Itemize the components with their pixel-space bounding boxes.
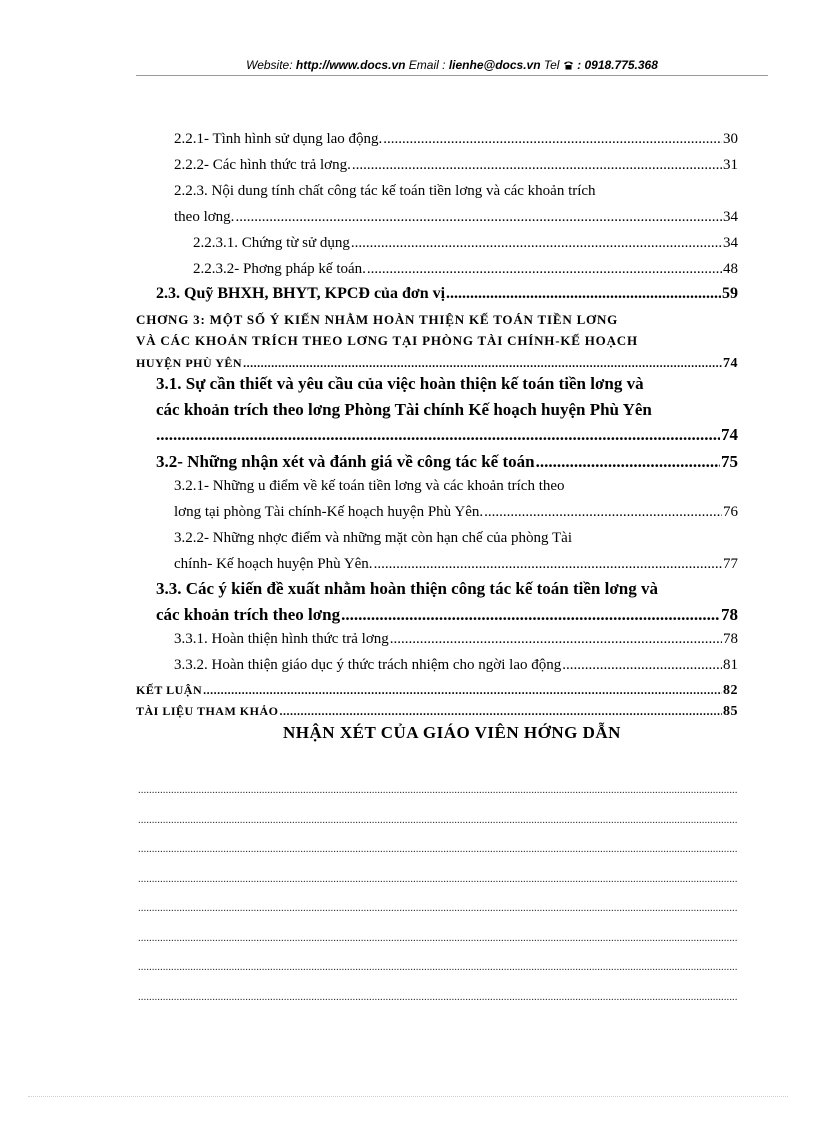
blank-dotted-line <box>138 814 738 826</box>
toc-entry-3-3-2[interactable]: 3.3.2. Hoàn thiện giáo dục ý thức trách nhiệm cho ngời lao động ..... 81 <box>174 657 738 674</box>
leader-dots <box>243 356 722 371</box>
leader-dots <box>352 157 722 174</box>
toc-entry-references[interactable]: TÀI LIỆU THAM KHẢO ..... 85 <box>136 704 738 720</box>
header-divider <box>136 75 768 76</box>
toc-entry-3-1[interactable]: ..... 74 <box>156 425 738 445</box>
leader-dots <box>279 704 722 719</box>
tel-value: : 0918.775.368 <box>577 58 658 72</box>
leader-dots <box>374 556 722 573</box>
blank-dotted-line <box>138 991 738 1003</box>
leader-dots <box>484 504 722 521</box>
toc-chapter-3[interactable]: HUYỆN PHÙ YÊN ..... 74 <box>136 356 738 372</box>
leader-dots <box>156 425 720 445</box>
website-label: Website: <box>246 58 293 72</box>
toc-entry-3-3-line1[interactable]: 3.3. Các ý kiến đề xuất nhằm hoàn thiện công tác kế toán tiền lơng và <box>156 579 658 598</box>
toc-entry-2-2-2[interactable]: 2.2.2- Các hình thức trả lơng. ..... 31 <box>174 157 738 174</box>
blank-dotted-line <box>138 784 738 796</box>
toc-chapter-3-line1[interactable]: CHƠNG 3: MỘT SỐ Ý KIẾN NHẰM HOÀN THIỆN KẾ TOÁN TIỀN LƠNG <box>136 312 619 327</box>
leader-dots <box>351 235 722 252</box>
toc-entry-3-2-1[interactable]: lơng tại phòng Tài chính-Kế hoạch huyện Phù Yên. ..... 76 <box>174 504 738 521</box>
leader-dots <box>235 209 722 226</box>
toc-entry-3-2-2-line1[interactable]: 3.2.2- Những nhợc điểm và những mặt còn hạn chế của phòng Tài <box>174 530 572 546</box>
review-title: NHẬN XÉT CỦA GIÁO VIÊN HỚNG DẪN <box>283 723 621 742</box>
page-header <box>136 57 768 73</box>
toc-entry-3-1-line1[interactable]: 3.1. Sự cần thiết và yêu cầu của việc hoàn thiện kế toán tiền lơng và <box>156 374 644 393</box>
leader-dots <box>383 131 722 148</box>
tel-label: Tel <box>543 58 560 72</box>
toc-entry-2-2-3-1[interactable]: 2.2.3.1. Chứng từ sử dụng ..... 34 <box>193 235 738 252</box>
leader-dots <box>390 631 722 648</box>
toc-entry-3-3-1[interactable]: 3.3.1. Hoàn thiện hình thức trả lơng ..... 78 <box>174 631 738 648</box>
blank-dotted-line <box>138 843 738 855</box>
toc-entry-3-2-2[interactable]: chính- Kế hoạch huyện Phù Yên. ..... 77 <box>174 556 738 573</box>
leader-dots <box>203 683 722 698</box>
blank-dotted-line <box>138 932 738 944</box>
leader-dots <box>562 657 722 674</box>
leader-dots <box>446 285 721 303</box>
leader-dots <box>536 452 720 472</box>
phone-icon <box>563 58 574 68</box>
toc-entry-3-2-1-line1[interactable]: 3.2.1- Những u điểm về kế toán tiền lơng và các khoản trích theo <box>174 478 565 494</box>
toc-entry-2-2-3-2[interactable]: 2.2.3.2- Phơng pháp kế toán. ..... 48 <box>193 261 738 278</box>
toc-entry-2-2-3-line1[interactable]: 2.2.3. Nội dung tính chất công tác kế toán tiền lơng và các khoản trích <box>174 183 596 199</box>
blank-dotted-line <box>138 902 738 914</box>
blank-dotted-line <box>138 961 738 973</box>
email-value[interactable]: lienhe@docs.vn <box>448 58 541 72</box>
leader-dots <box>341 605 720 625</box>
blank-dotted-line <box>138 873 738 885</box>
toc-entry-3-2[interactable]: 3.2- Những nhận xét và đánh giá về công tác kế toán ..... 75 <box>156 452 738 472</box>
toc-chapter-3-line2[interactable]: VÀ CÁC KHOẢN TRÍCH THEO LƠNG TẠI PHÒNG TÀI CHÍNH-KẾ HOẠCH <box>136 333 638 348</box>
page-bottom-edge <box>28 1096 788 1097</box>
toc-entry-2-3[interactable]: 2.3. Quỹ BHXH, BHYT, KPCĐ của đơn vị ..... 59 <box>156 285 738 303</box>
email-label: Email : <box>408 58 446 72</box>
toc-entry-3-3[interactable]: các khoản trích theo lơng ..... 78 <box>156 605 738 625</box>
toc-entry-2-2-3[interactable]: theo lơng. ..... 34 <box>174 209 738 226</box>
website-value[interactable]: http://www.docs.vn <box>295 58 406 72</box>
leader-dots <box>367 261 722 278</box>
toc-entry-3-1-line2[interactable]: các khoản trích theo lơng Phòng Tài chính Kế hoạch huyện Phù Yên <box>156 400 652 419</box>
toc-entry-2-2-1[interactable]: 2.2.1- Tình hình sử dụng lao động. ..... 30 <box>174 131 738 148</box>
toc-entry-conclusion[interactable]: KẾT LUẬN ..... 82 <box>136 683 738 699</box>
